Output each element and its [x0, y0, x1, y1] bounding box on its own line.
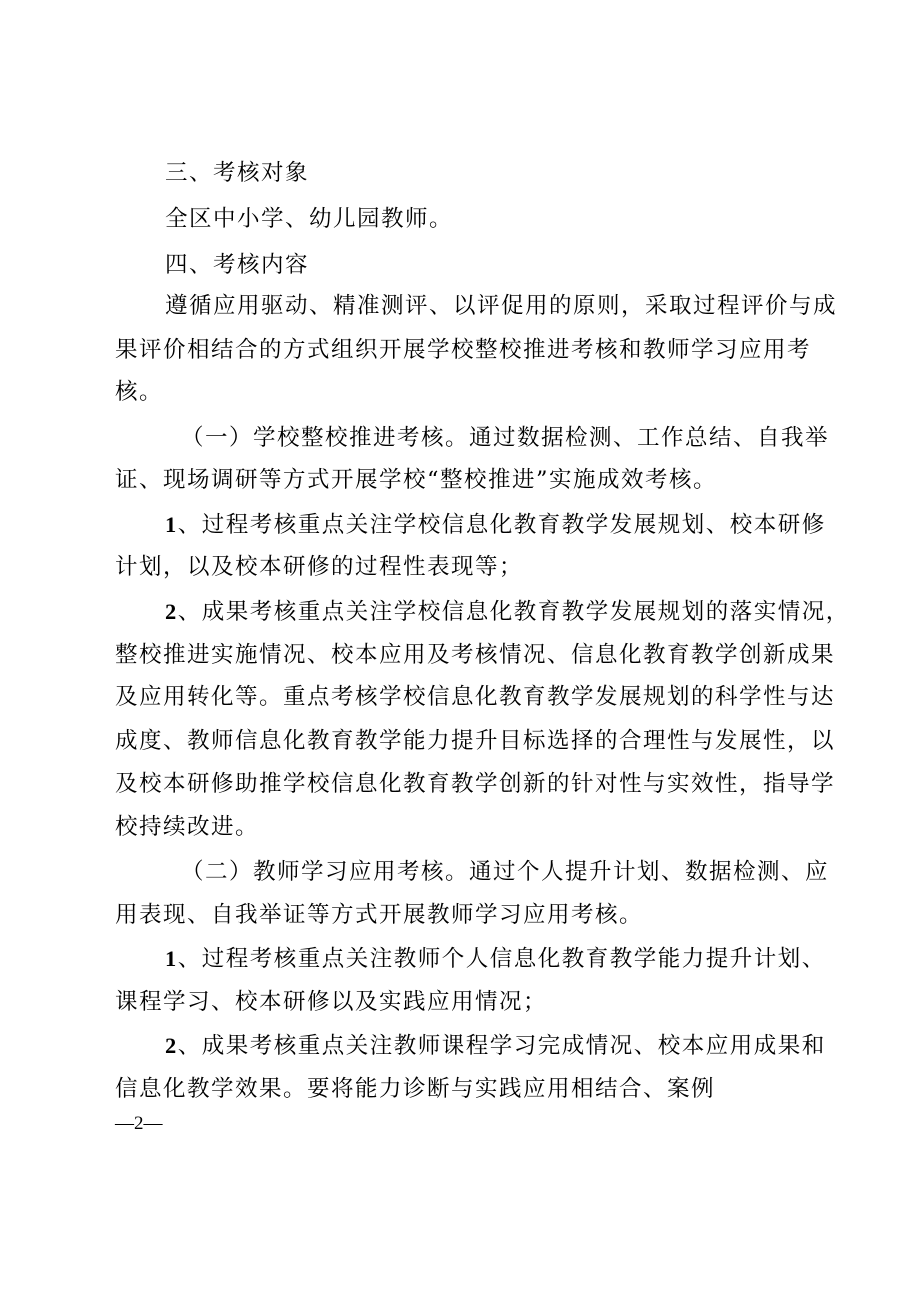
section-three-body: 全区中小学、幼儿园教师。 [165, 206, 454, 232]
part-one-item-two-line-2: 整校推进实施情况、校本应用及考核情况、信息化教育教学创新成果 [115, 642, 836, 668]
part-two-item-one-line-1 [165, 944, 826, 974]
part-one-item-two-line-3: 及应用转化等。重点考核学校信息化教育教学发展规划的科学性与达 [115, 684, 836, 710]
intro-line-1: 遵循应用驱动、精准测评、以评促用的原则，采取过程评价与成 [165, 293, 838, 319]
intro-line-3: 核。 [115, 379, 164, 405]
item-text: 、成果考核重点关注学校信息化教育教学发展规划的落实情况， [177, 599, 850, 625]
part-two-line-1: （二）教师学习应用考核。通过个人提升计划、数据检测、应 [181, 859, 830, 885]
part-one-line-2: 证、现场调研等方式开展学校“整校推进”实施成效考核。 [115, 467, 718, 493]
part-one-item-one-line-1 [165, 510, 826, 540]
section-three-heading: 三、考核对象 [165, 160, 310, 186]
item-number: 1 [165, 512, 178, 537]
page-number: —2— [115, 1113, 163, 1134]
part-two-line-2: 用表现、自我举证等方式开展教师学习应用考核。 [115, 902, 644, 928]
section-four-heading: 四、考核内容 [165, 252, 310, 278]
intro-line-2: 果评价相结合的方式组织开展学校整校推进考核和教师学习应用考 [115, 337, 812, 363]
part-one-line-1: （一）学校整校推进考核。通过数据检测、工作总结、自我举 [181, 425, 830, 451]
item-text: 、成果考核重点关注教师课程学习完成情况、校本应用成果和 [177, 1033, 826, 1059]
item-number: 1 [165, 946, 178, 971]
part-one-item-two-line-4: 成度、教师信息化教育教学能力提升目标选择的合理性与发展性，以 [115, 728, 836, 754]
part-one-item-two-line-5: 及校本研修助推学校信息化教育教学创新的针对性与实效性，指导学 [115, 771, 836, 797]
item-number: 2 [165, 599, 178, 624]
part-one-item-two-line-1 [165, 597, 850, 627]
part-two-item-two-line-2: 信息化教学效果。要将能力诊断与实践应用相结合、案例 [115, 1076, 716, 1102]
part-two-item-two-line-1 [165, 1031, 826, 1061]
part-one-item-one-line-2: 计划，以及校本研修的过程性表现等； [115, 554, 524, 580]
item-number: 2 [165, 1033, 178, 1058]
item-text: 、过程考核重点关注学校信息化教育教学发展规划、校本研修 [177, 512, 826, 538]
part-two-item-one-line-2: 课程学习、校本研修以及实践应用情况； [115, 989, 548, 1015]
part-one-item-two-line-6: 校持续改进。 [115, 814, 260, 840]
item-text: 、过程考核重点关注教师个人信息化教育教学能力提升计划、 [177, 946, 826, 972]
